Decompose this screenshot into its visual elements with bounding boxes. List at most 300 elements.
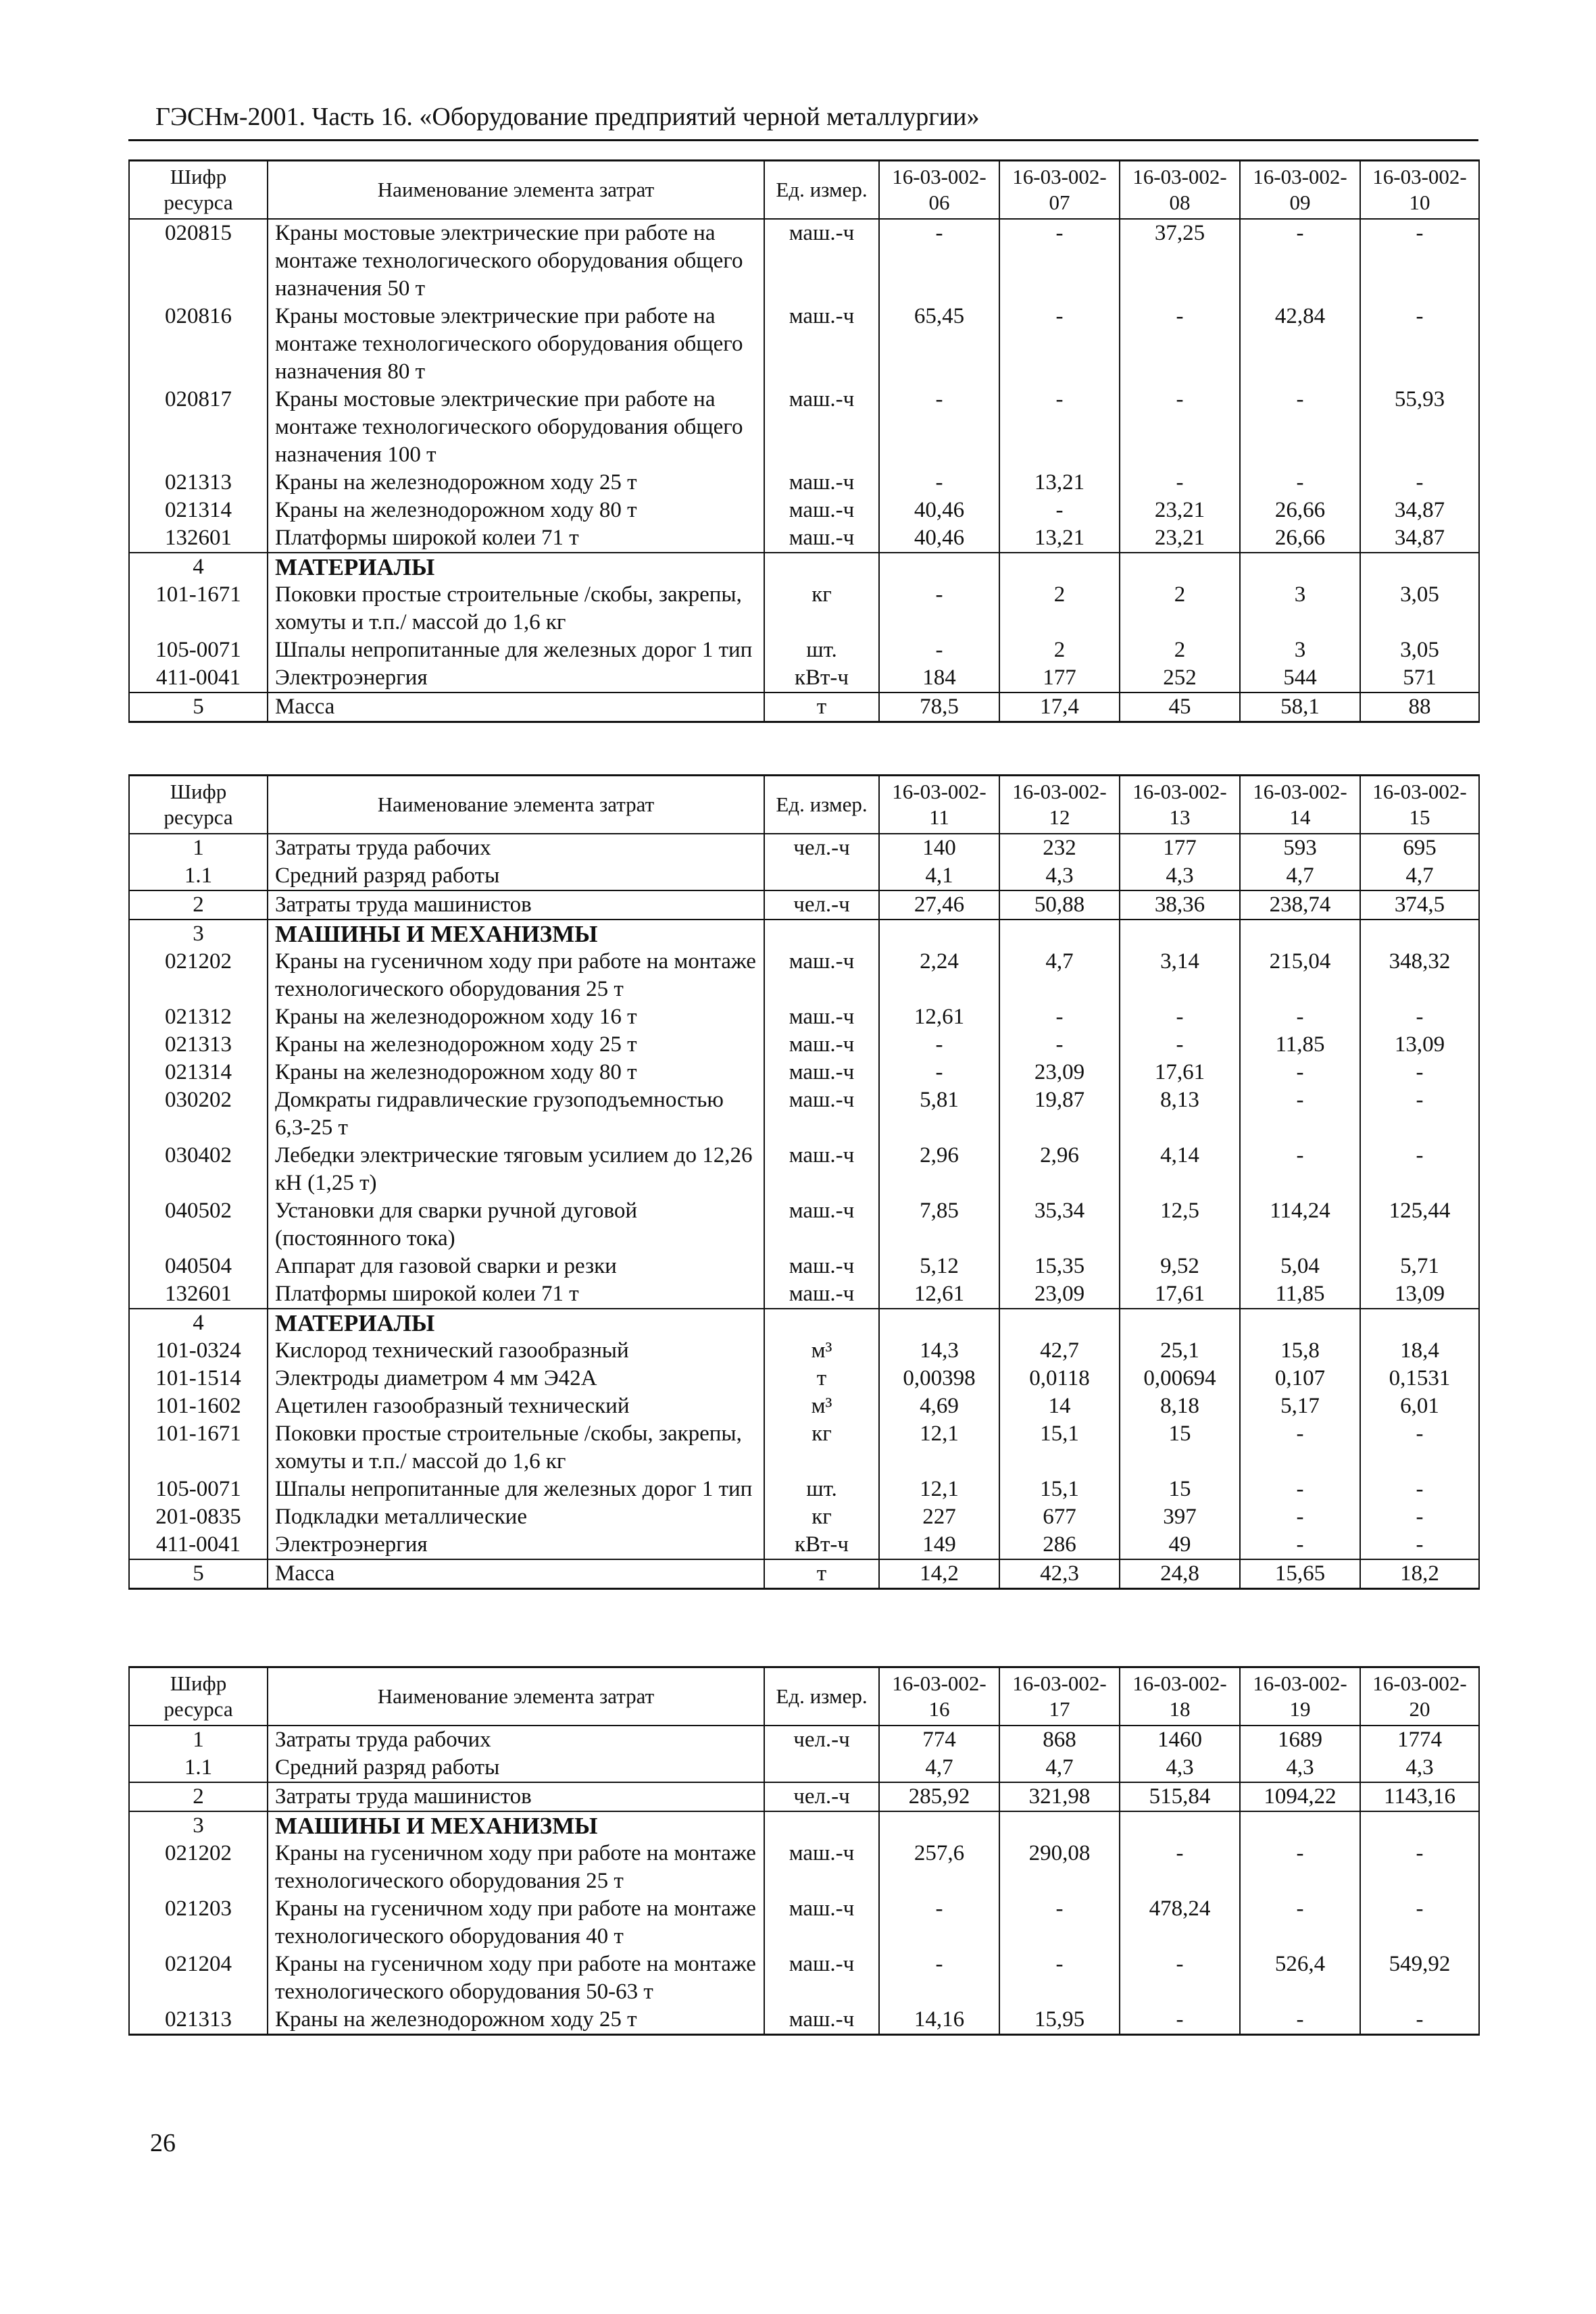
table-row	[129, 948, 1479, 1003]
resource-name: Платформы широкой колеи 71 т	[268, 1280, 764, 1309]
section-row	[129, 1811, 1479, 1840]
value-cell: 4,7	[1240, 862, 1360, 890]
resource-unit: маш.-ч	[764, 497, 879, 524]
value-cell: 571	[1360, 664, 1479, 693]
table-row	[129, 1337, 1479, 1365]
value-cell	[1120, 1811, 1240, 1840]
value-cell: 0,107	[1240, 1365, 1360, 1392]
value-cell: 12,61	[879, 1280, 999, 1309]
value-cell: 4,3	[1360, 1754, 1479, 1782]
resource-unit: м³	[764, 1392, 879, 1420]
value-cell: -	[1240, 219, 1360, 303]
table-row	[129, 1086, 1479, 1142]
resource-unit	[764, 862, 879, 890]
resource-name: Краны мостовые электрические при работе на монтаже технологического оборудования общего назначения 80 т	[268, 303, 764, 386]
value-cell: 0,00398	[879, 1365, 999, 1392]
resource-name: Затраты труда рабочих	[268, 1726, 764, 1754]
value-cell: 1460	[1120, 1726, 1240, 1754]
value-cell: -	[1360, 1503, 1479, 1531]
value-cell: -	[879, 1031, 999, 1059]
value-cell	[879, 1811, 999, 1840]
value-cell: -	[879, 581, 999, 636]
value-cell: 1143,16	[1360, 1782, 1479, 1811]
value-cell	[1120, 1309, 1240, 1337]
value-cell: 515,84	[1120, 1782, 1240, 1811]
table-row	[129, 1840, 1479, 1895]
value-cell: 23,09	[999, 1280, 1120, 1309]
resource-name: Затраты труда рабочих	[268, 834, 764, 862]
header-name: Наименование элемента затрат	[268, 776, 764, 834]
value-cell: 4,3	[1240, 1754, 1360, 1782]
value-cell: 252	[1120, 664, 1240, 693]
table-row	[129, 386, 1479, 469]
value-cell: 18,4	[1360, 1337, 1479, 1365]
value-cell: 125,44	[1360, 1197, 1479, 1253]
resource-unit: кг	[764, 1503, 879, 1531]
resource-name: Краны на железнодорожном ходу 25 т	[268, 469, 764, 497]
resource-name: Поковки простые строительные /скобы, закрепы, хомуты и т.п./ массой до 1,6 кг	[268, 581, 764, 636]
value-cell: 286	[999, 1531, 1120, 1559]
resource-name: Краны на гусеничном ходу при работе на монтаже технологического оборудования 50-63 т	[268, 1951, 764, 2006]
resource-code: 411-0041	[129, 664, 268, 693]
table-row	[129, 1531, 1479, 1559]
value-cell: 58,1	[1240, 693, 1360, 722]
value-cell: 868	[999, 1726, 1120, 1754]
value-cell: -	[1120, 1840, 1240, 1895]
header-unit: Ед. измер.	[764, 776, 879, 834]
resource-unit: маш.-ч	[764, 948, 879, 1003]
value-cell: 26,66	[1240, 497, 1360, 524]
value-cell: 1689	[1240, 1726, 1360, 1754]
value-cell: -	[1120, 386, 1240, 469]
resource-name: Краны на гусеничном ходу при работе на монтаже технологического оборудования 40 т	[268, 1895, 764, 1951]
value-cell: 17,4	[999, 693, 1120, 722]
section-row	[129, 553, 1479, 581]
value-cell: 4,69	[879, 1392, 999, 1420]
value-cell: 238,74	[1240, 890, 1360, 920]
resource-unit: кВт-ч	[764, 664, 879, 693]
value-cell: 0,0118	[999, 1365, 1120, 1392]
resource-unit	[764, 920, 879, 948]
table-row	[129, 1476, 1479, 1503]
value-cell: -	[1360, 1142, 1479, 1197]
value-cell: 26,66	[1240, 524, 1360, 553]
value-cell: -	[1240, 1476, 1360, 1503]
value-cell: 88	[1360, 693, 1479, 722]
value-cell: 78,5	[879, 693, 999, 722]
value-cell	[1240, 553, 1360, 581]
resource-code: 021314	[129, 1059, 268, 1086]
value-cell: 19,87	[999, 1086, 1120, 1142]
value-cell: 15,8	[1240, 1337, 1360, 1365]
table-row	[129, 2006, 1479, 2035]
resource-unit: маш.-ч	[764, 2006, 879, 2035]
value-cell: -	[1120, 2006, 1240, 2035]
value-cell: -	[1360, 469, 1479, 497]
value-cell: 34,87	[1360, 524, 1479, 553]
section-title: МАШИНЫ И МЕХАНИЗМЫ	[268, 1811, 764, 1840]
value-cell: 7,85	[879, 1197, 999, 1253]
table-row	[129, 1059, 1479, 1086]
table-row	[129, 1754, 1479, 1782]
resource-unit	[764, 1309, 879, 1337]
value-cell: 4,3	[1120, 1754, 1240, 1782]
resource-code: 4	[129, 553, 268, 581]
value-cell: 4,7	[1360, 862, 1479, 890]
resource-code: 5	[129, 693, 268, 722]
value-cell: 49	[1120, 1531, 1240, 1559]
resource-unit: чел.-ч	[764, 1726, 879, 1754]
value-cell: 34,87	[1360, 497, 1479, 524]
value-cell: 397	[1120, 1503, 1240, 1531]
resource-name: Средний разряд работы	[268, 1754, 764, 1782]
value-cell: -	[1120, 303, 1240, 386]
header-divider	[128, 139, 1478, 141]
value-cell	[1240, 920, 1360, 948]
value-cell: 177	[999, 664, 1120, 693]
resource-unit: т	[764, 1559, 879, 1589]
resource-name: Краны на гусеничном ходу при работе на монтаже технологического оборудования 25 т	[268, 1840, 764, 1895]
value-cell: 257,6	[879, 1840, 999, 1895]
resource-name: Краны мостовые электрические при работе на монтаже технологического оборудования общего назначения 50 т	[268, 219, 764, 303]
value-cell: 4,7	[999, 1754, 1120, 1782]
resource-unit: маш.-ч	[764, 1840, 879, 1895]
resource-unit: маш.-ч	[764, 1003, 879, 1031]
value-cell: 13,09	[1360, 1031, 1479, 1059]
value-cell: 13,09	[1360, 1280, 1479, 1309]
value-cell: 215,04	[1240, 948, 1360, 1003]
value-cell: 15,95	[999, 2006, 1120, 2035]
header-code: Шифр ресурса	[129, 1667, 268, 1726]
resource-unit: шт.	[764, 636, 879, 664]
resource-code: 021202	[129, 948, 268, 1003]
value-cell: 114,24	[1240, 1197, 1360, 1253]
table-row	[129, 1142, 1479, 1197]
value-cell: -	[1240, 2006, 1360, 2035]
value-cell: -	[1360, 2006, 1479, 2035]
resource-name: Подкладки металлические	[268, 1503, 764, 1531]
table-row	[129, 581, 1479, 636]
value-cell: -	[879, 1895, 999, 1951]
value-cell: -	[1360, 1895, 1479, 1951]
value-cell	[879, 920, 999, 948]
value-cell: 15	[1120, 1420, 1240, 1476]
value-cell: -	[879, 219, 999, 303]
value-cell: -	[999, 303, 1120, 386]
table-row	[129, 1503, 1479, 1531]
value-cell: 227	[879, 1503, 999, 1531]
page-header: ГЭСНм-2001. Часть 16. «Оборудование предприятий черной металлургии»	[155, 103, 980, 131]
value-cell: 140	[879, 834, 999, 862]
value-cell: 38,36	[1120, 890, 1240, 920]
value-cell: 526,4	[1240, 1951, 1360, 2006]
value-cell: 2	[1120, 636, 1240, 664]
resource-code: 2	[129, 1782, 268, 1811]
value-cell: 18,2	[1360, 1559, 1479, 1589]
resource-unit: чел.-ч	[764, 890, 879, 920]
value-cell: 184	[879, 664, 999, 693]
value-cell: 177	[1120, 834, 1240, 862]
resource-name: Домкраты гидравлические грузоподъемностью 6,3-25 т	[268, 1086, 764, 1142]
section-title: МАШИНЫ И МЕХАНИЗМЫ	[268, 920, 764, 948]
resource-name: Краны на железнодорожном ходу 80 т	[268, 1059, 764, 1086]
value-cell: 11,85	[1240, 1031, 1360, 1059]
table-row	[129, 890, 1479, 920]
value-cell	[1360, 1811, 1479, 1840]
resource-unit: шт.	[764, 1476, 879, 1503]
value-cell: 24,8	[1120, 1559, 1240, 1589]
header-norm-code: 16-03-002-20	[1360, 1667, 1479, 1726]
resource-name: Ацетилен газообразный технический	[268, 1392, 764, 1420]
resource-code: 105-0071	[129, 636, 268, 664]
resource-code: 101-0324	[129, 1337, 268, 1365]
resource-code: 411-0041	[129, 1531, 268, 1559]
resource-code: 020816	[129, 303, 268, 386]
value-cell: -	[999, 497, 1120, 524]
value-cell: 4,3	[1120, 862, 1240, 890]
value-cell	[999, 920, 1120, 948]
resource-unit: т	[764, 693, 879, 722]
resource-name: Кислород технический газообразный	[268, 1337, 764, 1365]
value-cell: -	[1360, 1420, 1479, 1476]
resource-name: Краны на железнодорожном ходу 25 т	[268, 1031, 764, 1059]
value-cell	[999, 1309, 1120, 1337]
value-cell: 15,1	[999, 1476, 1120, 1503]
value-cell: 6,01	[1360, 1392, 1479, 1420]
value-cell: 12,61	[879, 1003, 999, 1031]
value-cell: -	[1240, 386, 1360, 469]
resource-code: 020817	[129, 386, 268, 469]
resource-code: 1	[129, 834, 268, 862]
value-cell: -	[1360, 1840, 1479, 1895]
table-row	[129, 1559, 1479, 1589]
header-name: Наименование элемента затрат	[268, 161, 764, 220]
value-cell: 9,52	[1120, 1253, 1240, 1280]
value-cell: -	[1240, 1420, 1360, 1476]
value-cell: -	[1240, 1531, 1360, 1559]
value-cell: 149	[879, 1531, 999, 1559]
value-cell	[1360, 1309, 1479, 1337]
resource-code: 2	[129, 890, 268, 920]
value-cell: -	[1240, 1059, 1360, 1086]
value-cell: 40,46	[879, 524, 999, 553]
resource-code: 030402	[129, 1142, 268, 1197]
resource-name: Электроды диаметром 4 мм Э42А	[268, 1365, 764, 1392]
resource-code: 020815	[129, 219, 268, 303]
value-cell: 4,7	[879, 1754, 999, 1782]
resource-unit: маш.-ч	[764, 386, 879, 469]
resource-name: Масса	[268, 1559, 764, 1589]
table-row	[129, 303, 1479, 386]
value-cell: -	[1360, 1531, 1479, 1559]
value-cell	[1360, 920, 1479, 948]
resource-unit: маш.-ч	[764, 1142, 879, 1197]
value-cell: -	[1360, 1476, 1479, 1503]
section-row	[129, 1309, 1479, 1337]
value-cell: 13,21	[999, 524, 1120, 553]
value-cell: -	[1360, 219, 1479, 303]
value-cell: 321,98	[999, 1782, 1120, 1811]
value-cell: 3,05	[1360, 636, 1479, 664]
table-header-row	[129, 776, 1479, 834]
table-header-row	[129, 1667, 1479, 1726]
resource-code: 5	[129, 1559, 268, 1589]
resource-code: 1.1	[129, 1754, 268, 1782]
value-cell: 15	[1120, 1476, 1240, 1503]
header-norm-code: 16-03-002-15	[1360, 776, 1479, 834]
value-cell: 42,84	[1240, 303, 1360, 386]
table-row	[129, 1365, 1479, 1392]
section-title: МАТЕРИАЛЫ	[268, 553, 764, 581]
resource-unit: маш.-ч	[764, 1031, 879, 1059]
header-norm-code: 16-03-002-16	[879, 1667, 999, 1726]
resource-name: Электроэнергия	[268, 1531, 764, 1559]
value-cell: 42,3	[999, 1559, 1120, 1589]
value-cell: -	[879, 1951, 999, 2006]
resource-code: 101-1671	[129, 581, 268, 636]
value-cell: 35,34	[999, 1197, 1120, 1253]
value-cell: 5,17	[1240, 1392, 1360, 1420]
resource-unit: маш.-ч	[764, 1280, 879, 1309]
value-cell: 27,46	[879, 890, 999, 920]
value-cell: 1774	[1360, 1726, 1479, 1754]
value-cell: 40,46	[879, 497, 999, 524]
table-row	[129, 1420, 1479, 1476]
value-cell: 14,2	[879, 1559, 999, 1589]
resource-unit: маш.-ч	[764, 1951, 879, 2006]
header-norm-code: 16-03-002-12	[999, 776, 1120, 834]
table-row	[129, 219, 1479, 303]
resource-unit: маш.-ч	[764, 469, 879, 497]
value-cell: -	[879, 469, 999, 497]
resource-name: Шпалы непропитанные для железных дорог 1 тип	[268, 1476, 764, 1503]
table-row	[129, 1895, 1479, 1951]
header-norm-code: 16-03-002-14	[1240, 776, 1360, 834]
resource-table-3	[128, 1666, 1480, 2036]
value-cell: 15,35	[999, 1253, 1120, 1280]
value-cell: -	[1360, 1003, 1479, 1031]
resource-unit: маш.-ч	[764, 303, 879, 386]
resource-table-2	[128, 774, 1480, 1590]
table-row	[129, 524, 1479, 553]
value-cell: 1094,22	[1240, 1782, 1360, 1811]
value-cell: -	[1240, 1086, 1360, 1142]
table-row	[129, 1782, 1479, 1811]
value-cell: 2,24	[879, 948, 999, 1003]
resource-name: Краны на железнодорожном ходу 25 т	[268, 2006, 764, 2035]
table-row	[129, 834, 1479, 862]
resource-code: 1.1	[129, 862, 268, 890]
resource-name: Затраты труда машинистов	[268, 1782, 764, 1811]
resource-code: 101-1671	[129, 1420, 268, 1476]
resource-code: 030202	[129, 1086, 268, 1142]
resource-name: Установки для сварки ручной дуговой (постоянного тока)	[268, 1197, 764, 1253]
resource-unit: маш.-ч	[764, 1086, 879, 1142]
resource-name: Лебедки электрические тяговым усилием до 12,26 кН (1,25 т)	[268, 1142, 764, 1197]
value-cell: -	[879, 1059, 999, 1086]
resource-code: 101-1602	[129, 1392, 268, 1420]
resource-name: Поковки простые строительные /скобы, закрепы, хомуты и т.п./ массой до 1,6 кг	[268, 1420, 764, 1476]
resource-code: 201-0835	[129, 1503, 268, 1531]
value-cell: -	[1120, 1003, 1240, 1031]
value-cell: 549,92	[1360, 1951, 1479, 2006]
resource-code: 105-0071	[129, 1476, 268, 1503]
header-unit: Ед. измер.	[764, 161, 879, 220]
value-cell: 2	[999, 581, 1120, 636]
value-cell: 374,5	[1360, 890, 1479, 920]
value-cell: 12,1	[879, 1476, 999, 1503]
header-norm-code: 16-03-002-19	[1240, 1667, 1360, 1726]
value-cell	[999, 553, 1120, 581]
resource-unit	[764, 1811, 879, 1840]
value-cell: 0,1531	[1360, 1365, 1479, 1392]
resource-name: Аппарат для газовой сварки и резки	[268, 1253, 764, 1280]
resource-code: 3	[129, 1811, 268, 1840]
value-cell: 17,61	[1120, 1059, 1240, 1086]
header-norm-code: 16-03-002-17	[999, 1667, 1120, 1726]
table-row	[129, 469, 1479, 497]
value-cell: 5,71	[1360, 1253, 1479, 1280]
value-cell: 12,1	[879, 1420, 999, 1476]
value-cell: 0,00694	[1120, 1365, 1240, 1392]
resource-code: 021204	[129, 1951, 268, 2006]
value-cell: 12,5	[1120, 1197, 1240, 1253]
value-cell: 695	[1360, 834, 1479, 862]
resource-unit: кг	[764, 581, 879, 636]
table-header-row	[129, 161, 1479, 220]
value-cell: 55,93	[1360, 386, 1479, 469]
value-cell: -	[1240, 1840, 1360, 1895]
resource-code: 3	[129, 920, 268, 948]
resource-code: 021202	[129, 1840, 268, 1895]
value-cell: 478,24	[1120, 1895, 1240, 1951]
value-cell: -	[1360, 1086, 1479, 1142]
value-cell: 15,1	[999, 1420, 1120, 1476]
value-cell: 2,96	[999, 1142, 1120, 1197]
value-cell	[879, 1309, 999, 1337]
header-norm-code: 16-03-002-18	[1120, 1667, 1240, 1726]
resource-name: Краны на железнодорожном ходу 16 т	[268, 1003, 764, 1031]
value-cell: 2	[1120, 581, 1240, 636]
table-row	[129, 1726, 1479, 1754]
value-cell: 25,1	[1120, 1337, 1240, 1365]
resource-unit	[764, 1754, 879, 1782]
table-row	[129, 693, 1479, 722]
resource-code: 132601	[129, 1280, 268, 1309]
value-cell: -	[1120, 1031, 1240, 1059]
value-cell	[999, 1811, 1120, 1840]
resource-code: 021314	[129, 497, 268, 524]
table-row	[129, 1031, 1479, 1059]
header-norm-code: 16-03-002-13	[1120, 776, 1240, 834]
table-row	[129, 664, 1479, 693]
resource-name: Платформы широкой колеи 71 т	[268, 524, 764, 553]
resource-code: 040504	[129, 1253, 268, 1280]
value-cell: 2,96	[879, 1142, 999, 1197]
table-row	[129, 862, 1479, 890]
table-row	[129, 1392, 1479, 1420]
value-cell: 17,61	[1120, 1280, 1240, 1309]
value-cell: -	[1240, 1895, 1360, 1951]
resource-table-1	[128, 159, 1480, 723]
resource-unit: чел.-ч	[764, 834, 879, 862]
value-cell	[879, 553, 999, 581]
table-row	[129, 1951, 1479, 2006]
header-norm-code: 16-03-002-08	[1120, 161, 1240, 220]
value-cell: 4,3	[999, 862, 1120, 890]
value-cell: 8,13	[1120, 1086, 1240, 1142]
section-row	[129, 920, 1479, 948]
